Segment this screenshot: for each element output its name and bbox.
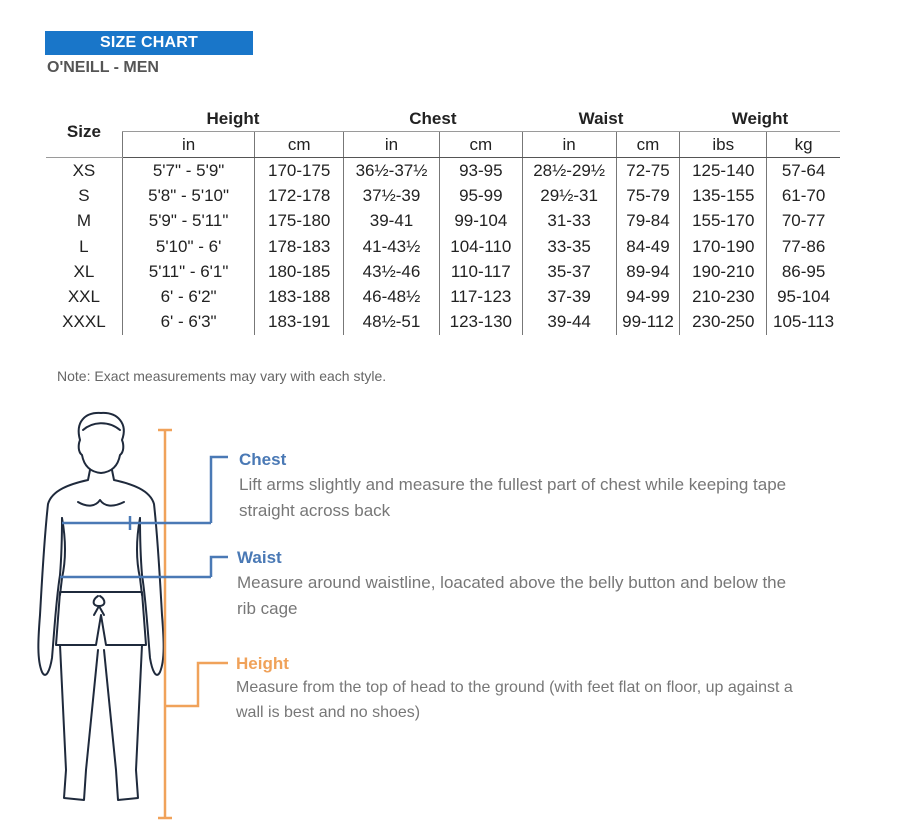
table-row [46, 310, 840, 335]
measurement-cell: 135-155 [680, 183, 767, 208]
measurement-cell: 6' - 6'2" [122, 284, 255, 309]
measurement-cell: 57-64 [767, 158, 840, 184]
unit-header: in [344, 132, 440, 158]
unit-header: in [122, 132, 255, 158]
chest-description [239, 472, 786, 524]
measurement-cell: 28½-29½ [522, 158, 616, 184]
table-row [46, 284, 840, 309]
measurement-cell: 39-41 [344, 209, 440, 234]
height-description-line: wall is best and no shoes) [236, 704, 421, 721]
size-chart-badge: SIZE CHART [45, 31, 253, 55]
unit-header: cm [439, 132, 522, 158]
weight-group-header: Weight [680, 106, 840, 132]
measurement-cell: 43½-46 [344, 259, 440, 284]
measurement-cell: 155-170 [680, 209, 767, 234]
table-row [46, 183, 840, 208]
measurement-cell: 5'10" - 6' [122, 234, 255, 259]
measurement-cell: 5'9" - 5'11" [122, 209, 255, 234]
size-cell: XXL [67, 287, 100, 307]
measurement-cell: 110-117 [439, 259, 522, 284]
measurement-cell: 117-123 [439, 284, 522, 309]
measurement-cell: 123-130 [439, 310, 522, 335]
unit-header: cm [616, 132, 680, 158]
measurement-cell: 89-94 [616, 259, 680, 284]
chest-title: Chest [239, 450, 287, 469]
measurement-cell: 190-210 [680, 259, 767, 284]
waist-measure-marker [60, 557, 228, 577]
size-cell: XXXL [62, 312, 106, 332]
height-title: Height [236, 654, 289, 673]
measurement-cell: 94-99 [616, 284, 680, 309]
waist-description-line: rib cage [237, 599, 298, 618]
measurement-cell: 86-95 [767, 259, 840, 284]
unit-header: kg [767, 132, 840, 158]
measurement-cell: 79-84 [616, 209, 680, 234]
measurement-cell: 183-188 [255, 284, 344, 309]
measurement-cell: 75-79 [616, 183, 680, 208]
chest-group-header: Chest [344, 106, 523, 132]
measurement-cell: 35-37 [522, 259, 616, 284]
unit-header: ibs [680, 132, 767, 158]
table-row [46, 158, 840, 184]
size-table [46, 106, 840, 335]
size-cell: M [76, 211, 91, 231]
table-unit-header [46, 132, 840, 158]
measurement-cell: 29½-31 [522, 183, 616, 208]
table-row [46, 259, 840, 284]
measurement-cell: 172-178 [255, 183, 344, 208]
measurement-cell: 95-99 [439, 183, 522, 208]
measurement-cell: 84-49 [616, 234, 680, 259]
measurement-cell: 99-104 [439, 209, 522, 234]
unit-header: in [522, 132, 616, 158]
measurement-cell: 170-190 [680, 234, 767, 259]
measurement-cell: 210-230 [680, 284, 767, 309]
size-column-header: Size [46, 106, 122, 158]
measurement-cell: 180-185 [255, 259, 344, 284]
measurement-cell: 125-140 [680, 158, 767, 184]
measurement-cell: 46-48½ [344, 284, 440, 309]
chest-description-line: Lift arms slightly and measure the fullest part of chest while keeping tape [239, 475, 787, 494]
measurement-cell: 61-70 [767, 183, 840, 208]
size-cell: XL [73, 261, 95, 281]
waist-group-header: Waist [522, 106, 680, 132]
measurement-cell: 36½-37½ [344, 158, 440, 184]
height-measure-marker [158, 430, 228, 818]
table-group-header [46, 106, 840, 132]
table-row [46, 234, 840, 259]
waist-description-line: Measure around waistline, loacated above the belly button and below the [237, 573, 787, 592]
measurement-cell: 93-95 [439, 158, 522, 184]
measurement-cell: 31-33 [522, 209, 616, 234]
measurement-cell: 230-250 [680, 310, 767, 335]
measurement-cell: 41-43½ [344, 234, 440, 259]
height-description-line: Measure from the top of head to the ground (with feet flat on floor, up against a [236, 679, 793, 696]
size-cell: XS [72, 160, 96, 180]
measurement-cell: 95-104 [767, 284, 840, 309]
height-group-header: Height [122, 106, 343, 132]
measurement-cell: 39-44 [522, 310, 616, 335]
measurement-cell: 5'8" - 5'10" [122, 183, 255, 208]
measurement-cell: 105-113 [767, 310, 840, 335]
measurement-cell: 37½-39 [344, 183, 440, 208]
measurement-cell: 6' - 6'3" [122, 310, 255, 335]
measurement-cell: 183-191 [255, 310, 344, 335]
brand-subtitle: O'NEILL - MEN [47, 59, 159, 76]
size-cell: S [78, 185, 90, 205]
unit-header: cm [255, 132, 344, 158]
measurement-cell: 48½-51 [344, 310, 440, 335]
measurement-cell: 5'7" - 5'9" [122, 158, 255, 184]
measurement-cell: 77-86 [767, 234, 840, 259]
measurement-cell: 72-75 [616, 158, 680, 184]
measurement-cell: 178-183 [255, 234, 344, 259]
chest-description-line: straight across back [239, 501, 391, 520]
waist-title: Waist [237, 548, 282, 567]
height-description [236, 675, 793, 725]
measurement-cell: 104-110 [439, 234, 522, 259]
size-cell: L [79, 236, 89, 256]
measurement-cell: 33-35 [522, 234, 616, 259]
measurement-cell: 170-175 [255, 158, 344, 184]
table-row [46, 209, 840, 234]
size-table-body [46, 158, 840, 336]
human-body-icon [38, 413, 163, 800]
measurement-cell: 70-77 [767, 209, 840, 234]
chest-measure-marker [62, 457, 228, 530]
measurement-cell: 5'11" - 6'1" [122, 259, 255, 284]
measurement-cell: 37-39 [522, 284, 616, 309]
waist-description [237, 570, 786, 622]
measurement-cell: 99-112 [616, 310, 680, 335]
measurement-cell: 175-180 [255, 209, 344, 234]
note-text: Note: Exact measurements may vary with each style. [57, 368, 387, 384]
